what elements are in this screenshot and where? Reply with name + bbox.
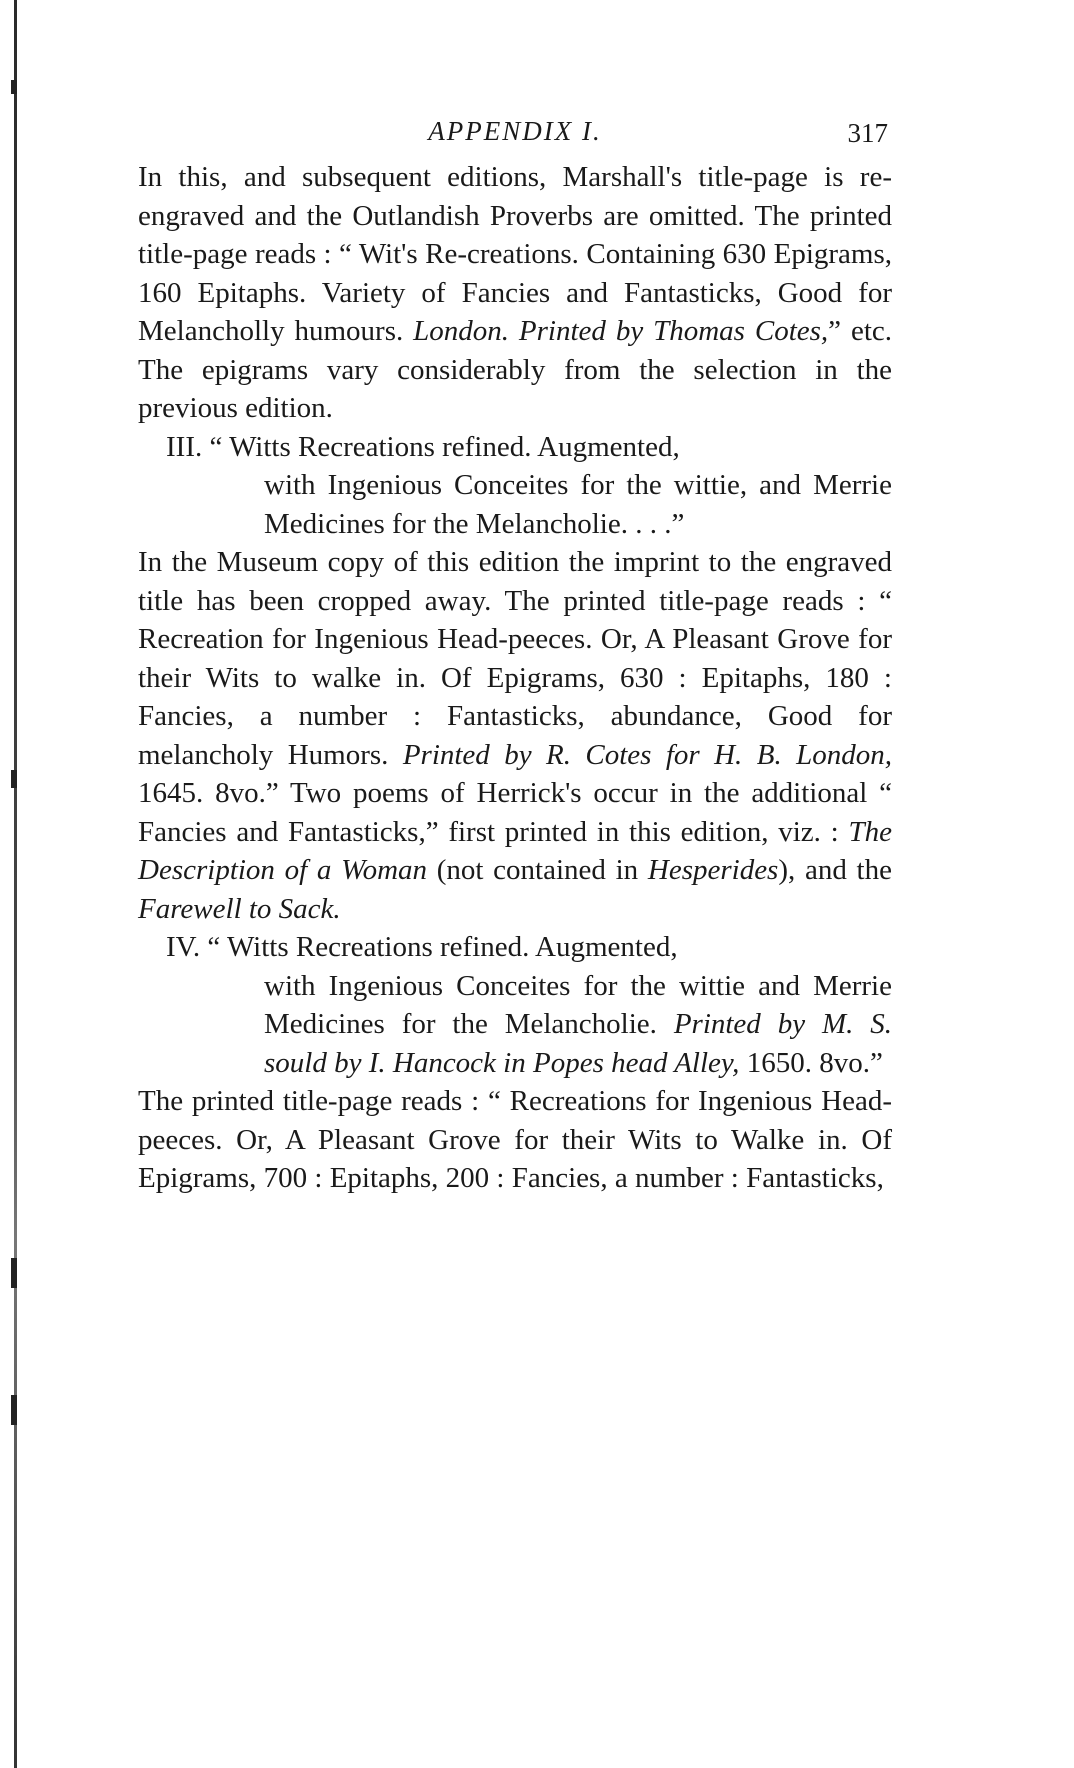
entry-4-text-end: 1650. 8vo.” [739, 1046, 883, 1079]
running-head [138, 108, 892, 158]
binding-gutter-line [14, 0, 17, 1768]
paragraph-2-text-paren: (not contained in [427, 854, 648, 886]
paragraph-2-text: In the Museum copy of this edition the imprint to the engraved title has been cropped away. The printed title-page reads : “ Recreation for Ingenious Head-peeces. Or, A Pleasant Grove for their Wits to walke in. Of Epigrams, 630 : Epitaphs, 180 : Fancies, a number : Fantasticks, abundance, Good for melancholy Humors. [138, 546, 892, 771]
page-content [138, 108, 892, 1198]
paragraph-1-italic: London. Printed by Thomas Cotes, [413, 315, 829, 347]
entry-4-text: with Ingenious Conceites for the wittie and Merrie Medicines for the Melancholie. [264, 969, 892, 1040]
paragraph-3: The printed title-page reads : “ Recreations for Ingenious Head-peeces. Or, A Pleasant Grove for their Wits to Walke in. Of Epigrams, 700 : Epitaphs, 200 : Fancies, a number : Fantasticks, [138, 1085, 892, 1194]
paragraph-2-text-mid: 1645. 8vo.” Two poems of Herrick's occur in the additional “ Fancies and Fantasticks,” first printed in this edition, viz. : [138, 777, 892, 848]
entry-4-lead: IV. “ Witts Recreations refined. Augmented, [166, 931, 678, 963]
running-title: APPENDIX I. [428, 116, 602, 146]
entry-3-lead: III. “ Witts Recreations refined. Augmented, [166, 430, 680, 463]
paragraph-1-text-end: ” etc. The epigrams vary considerably from the selection in the previous edition. [138, 315, 892, 424]
paragraph-2-text-and: ), and the [778, 854, 892, 886]
binding-mark [11, 80, 17, 94]
paragraph-2-italic-title-2: Farewell to Sack. [138, 892, 341, 925]
paragraph-2-italic-title-1: The Description of a Woman [138, 815, 892, 886]
entry-4-italic-imprint: Printed by M. S. sould by I. Hancock in Popes head Alley, [264, 1008, 892, 1079]
binding-mark [11, 1258, 17, 1288]
entry-3-continuation: with Ingenious Conceites for the wittie, and Merrie Medicines for the Melancholie. . . .” [264, 469, 892, 540]
page-number: 317 [847, 118, 888, 148]
binding-mark [11, 770, 17, 788]
entry-4-continuation [138, 967, 892, 1083]
paragraph-1 [138, 158, 892, 428]
paragraph-2 [138, 543, 892, 928]
binding-mark [11, 1395, 17, 1425]
paragraph-2-italic-hesperides: Hesperides [647, 854, 779, 886]
paragraph-2-italic-imprint: Printed by R. Cotes for H. B. London, [402, 738, 892, 771]
paragraph-1-text: In this, and subsequent editions, Marshall's title-page is re-engraved and the Outlandish Proverbs are omitted. The printed title-page reads : “ Wit's Re-creations. Containing 630 Epigrams, 160 Epitaphs. Variety of Fancies and Fantasticks, Good for Melancholly humours. [138, 161, 892, 347]
